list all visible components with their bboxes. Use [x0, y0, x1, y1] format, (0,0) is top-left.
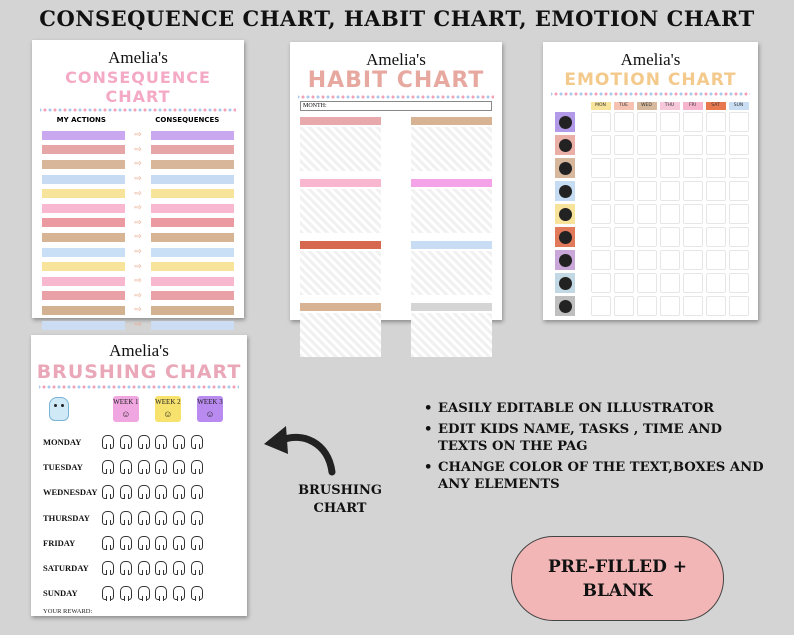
emotion-row: [555, 296, 750, 316]
column-headers: [32, 116, 244, 124]
emoji-face-icon: [555, 273, 575, 293]
tooth-checkboxes: [102, 511, 209, 525]
brushing-day-row: [43, 530, 239, 555]
emotion-cell: [614, 296, 634, 316]
habit-block: [300, 179, 381, 233]
week-badge: [155, 396, 181, 422]
emotion-cells: [589, 227, 750, 247]
emotion-cell: [683, 135, 703, 155]
consequence-row: [42, 245, 234, 260]
day-label: TUE: [614, 102, 634, 110]
emotion-cells: [589, 250, 750, 270]
emotion-cell: [614, 227, 634, 247]
consequence-bar: [151, 262, 234, 271]
consequence-row: [42, 318, 234, 333]
habit-tracking-box: [411, 127, 492, 171]
emoji-face-icon: [555, 112, 575, 132]
habit-header-bar: [300, 117, 381, 125]
habit-tracking-box: [411, 251, 492, 295]
emotion-cells: [589, 273, 750, 293]
tooth-icon: [102, 435, 114, 449]
dot-divider: [39, 385, 239, 389]
emotion-cell: [591, 158, 611, 178]
tooth-icon: [138, 586, 150, 600]
tooth-icon: [138, 485, 150, 499]
emoji-face-icon: [555, 158, 575, 178]
feature-list: [424, 400, 774, 497]
action-bar: [42, 160, 125, 169]
week-badge: [197, 396, 223, 422]
tooth-icon: [120, 511, 132, 525]
day-label: FRI: [683, 102, 703, 110]
emotion-row: [555, 204, 750, 224]
habit-tracking-box: [411, 313, 492, 357]
emotion-cells: [589, 112, 750, 132]
tooth-icon: [155, 460, 167, 474]
tooth-icon: [138, 561, 150, 575]
emoji-face-icon: [555, 227, 575, 247]
emotion-cell: [637, 204, 657, 224]
tooth-icon: [138, 536, 150, 550]
emotion-cell: [706, 204, 726, 224]
emotion-cell: [660, 273, 680, 293]
consequence-row: [42, 303, 234, 318]
tooth-icon: [173, 561, 185, 575]
habit-grid: [290, 113, 502, 361]
tooth-checkboxes: [102, 536, 209, 550]
tooth-icon: [120, 435, 132, 449]
emotion-cell: [683, 250, 703, 270]
brushing-day-row: [43, 454, 239, 479]
tooth-icon: [102, 485, 114, 499]
sparkle-icon: ☺: [121, 409, 131, 419]
consequence-row: [42, 128, 234, 143]
emotion-cell: [683, 204, 703, 224]
emotion-cell: [660, 158, 680, 178]
emotion-cell: [591, 181, 611, 201]
emotion-cell: [660, 204, 680, 224]
reward-label: YOUR REWARD:: [43, 608, 93, 616]
emotion-cell: [729, 273, 749, 293]
habit-chart-title: HABIT CHART: [307, 68, 485, 93]
week-badge: [113, 396, 139, 422]
consequence-row: [42, 216, 234, 231]
consequence-chart-title: CONSEQUENCE CHART: [65, 68, 211, 106]
emotion-cell: [614, 273, 634, 293]
child-name: Amelia's: [108, 48, 168, 67]
tooth-icon: [138, 511, 150, 525]
emotion-cell: [637, 273, 657, 293]
brushing-day-row: [43, 505, 239, 530]
habit-chart-sheet: [290, 42, 502, 320]
arrow-icon: ⇨: [134, 320, 142, 331]
day-label: MON: [591, 102, 611, 110]
habit-tracking-box: [300, 189, 381, 233]
consequence-row: [42, 259, 234, 274]
sparkle-icon: ☺: [205, 409, 215, 419]
action-bar: [42, 189, 125, 198]
emotion-cell: [729, 227, 749, 247]
tooth-icon: [173, 536, 185, 550]
emotion-cell: [660, 296, 680, 316]
tooth-icon: [102, 536, 114, 550]
habit-header-bar: [300, 179, 381, 187]
emotion-cell: [614, 181, 634, 201]
day-name: WEDNESDAY: [43, 487, 98, 498]
tooth-icon: [191, 511, 203, 525]
habit-header-bar: [411, 241, 492, 249]
arrow-icon: ⇨: [134, 188, 142, 199]
emotion-cell: [614, 250, 634, 270]
tooth-icon: [102, 511, 114, 525]
action-bar: [42, 277, 125, 286]
week-header: [43, 395, 239, 423]
emotion-cell: [706, 250, 726, 270]
habit-block: [300, 241, 381, 295]
emotion-cell: [614, 135, 634, 155]
action-bar: [42, 204, 125, 213]
brushing-rows: [31, 429, 247, 606]
curved-arrow-icon: [262, 420, 342, 475]
emoji-face-icon: [555, 204, 575, 224]
tooth-icon: [120, 586, 132, 600]
arrow-icon: ⇨: [134, 232, 142, 243]
emotion-cell: [706, 273, 726, 293]
emotion-row: [555, 181, 750, 201]
page-headline: CONSEQUENCE CHART, HABIT CHART, EMOTION CHART: [39, 6, 755, 31]
habit-block: [411, 179, 492, 233]
tooth-icon: [191, 485, 203, 499]
emotion-cell: [729, 250, 749, 270]
habit-header-bar: [300, 303, 381, 311]
emotion-row: [555, 273, 750, 293]
consequence-row: [42, 143, 234, 158]
feature-item: • EASILY EDITABLE ON ILLUSTRATOR: [424, 400, 774, 417]
emotion-cell: [683, 227, 703, 247]
emotion-cell: [706, 181, 726, 201]
prefilled-blank-badge: PRE-FILLED + BLANK: [511, 536, 724, 621]
feature-item: • CHANGE COLOR OF THE TEXT,BOXES AND ANY ELEMENTS: [424, 459, 774, 493]
brushing-day-row: [43, 555, 239, 580]
arrow-icon: ⇨: [134, 217, 142, 228]
action-bar: [42, 145, 125, 154]
tooth-icon: [120, 561, 132, 575]
consequence-row: [42, 186, 234, 201]
day-name: MONDAY: [43, 436, 82, 447]
child-name: Amelia's: [620, 50, 681, 69]
action-bar: [42, 306, 125, 315]
arrow-icon: ⇨: [134, 130, 142, 141]
month-field: MONTH:: [300, 101, 492, 111]
consequence-bar: [151, 306, 234, 315]
habit-block: [300, 303, 381, 357]
consequence-bar: [151, 277, 234, 286]
action-bar: [42, 248, 125, 257]
habit-block: [411, 117, 492, 171]
emotion-cell: [637, 296, 657, 316]
consequence-chart-sheet: [32, 40, 244, 331]
tooth-icon: [191, 561, 203, 575]
brushing-day-row: [43, 429, 239, 454]
consequence-bar: [151, 145, 234, 154]
tooth-icon: [155, 561, 167, 575]
tooth-checkboxes: [102, 561, 209, 575]
emotion-cell: [591, 296, 611, 316]
tooth-icon: [191, 586, 203, 600]
action-bar: [42, 233, 125, 242]
consequence-row: [42, 289, 234, 304]
emotion-cell: [706, 296, 726, 316]
action-bar: [42, 321, 125, 330]
emotion-cell: [729, 135, 749, 155]
emotion-cell: [637, 158, 657, 178]
consequence-bar: [151, 189, 234, 198]
day-label: SAT: [706, 102, 726, 110]
week-label: WEEK 2: [155, 398, 181, 406]
emotion-chart-sheet: [543, 42, 758, 320]
tooth-icon: [173, 511, 185, 525]
emotion-cells: [589, 204, 750, 224]
emotion-cell: [637, 135, 657, 155]
habit-tracking-box: [300, 313, 381, 357]
tooth-icon: [173, 485, 185, 499]
day-name: TUESDAY: [43, 461, 83, 472]
emotion-cell: [591, 112, 611, 132]
emotion-cell: [637, 250, 657, 270]
day-label: THU: [660, 102, 680, 110]
tooth-icon: [120, 460, 132, 474]
emotion-cell: [683, 273, 703, 293]
consequence-row: [42, 201, 234, 216]
action-bar: [42, 218, 125, 227]
dot-divider: [298, 95, 494, 99]
arrow-icon: ⇨: [134, 290, 142, 301]
arrow-icon: ⇨: [134, 261, 142, 272]
tooth-icon: [155, 586, 167, 600]
emoji-face-icon: [555, 135, 575, 155]
tooth-icon: [191, 435, 203, 449]
consequence-bar: [151, 248, 234, 257]
sparkle-icon: ☺: [163, 409, 173, 419]
action-bar: [42, 131, 125, 140]
consequence-bar: [151, 321, 234, 330]
tooth-checkboxes: [102, 586, 209, 600]
habit-header-bar: [300, 241, 381, 249]
consequences-header: CONSEQUENCES: [155, 116, 220, 124]
tooth-mascot-icon: [43, 395, 73, 423]
consequence-bar: [151, 175, 234, 184]
emotion-cell: [614, 112, 634, 132]
emotion-cell: [591, 273, 611, 293]
emotion-cell: [706, 135, 726, 155]
tooth-icon: [155, 435, 167, 449]
emotion-cell: [683, 181, 703, 201]
emotion-cells: [589, 296, 750, 316]
arrow-icon: ⇨: [134, 174, 142, 185]
tooth-icon: [155, 511, 167, 525]
emotion-cells: [589, 181, 750, 201]
consequence-rows: [32, 128, 244, 332]
emotion-cell: [591, 250, 611, 270]
day-label: WED: [637, 102, 657, 110]
emoji-face-icon: [555, 250, 575, 270]
emotion-row: [555, 227, 750, 247]
emotion-cell: [729, 112, 749, 132]
consequence-bar: [151, 291, 234, 300]
tooth-icon: [138, 460, 150, 474]
tooth-icon: [155, 485, 167, 499]
action-bar: [42, 175, 125, 184]
tooth-icon: [191, 460, 203, 474]
tooth-icon: [102, 586, 114, 600]
tooth-checkboxes: [102, 485, 209, 499]
emotion-chart-title: EMOTION CHART: [564, 70, 737, 90]
consequence-bar: [151, 160, 234, 169]
child-name: Amelia's: [366, 50, 426, 69]
arrow-icon: ⇨: [134, 247, 142, 258]
child-name: Amelia's: [109, 341, 169, 360]
consequence-bar: [151, 233, 234, 242]
brushing-chart-label: BRUSHING CHART: [298, 483, 382, 516]
emotion-cell: [591, 227, 611, 247]
my-actions-header: MY ACTIONS: [56, 116, 106, 124]
emotion-row: [555, 250, 750, 270]
habit-tracking-box: [300, 251, 381, 295]
tooth-icon: [102, 460, 114, 474]
habit-header-bar: [411, 117, 492, 125]
brushing-day-row: [43, 581, 239, 606]
emotion-cell: [729, 158, 749, 178]
emotion-rows: [543, 112, 758, 316]
action-bar: [42, 262, 125, 271]
brushing-chart-title: BRUSHING CHART: [36, 361, 242, 383]
emotion-cell: [706, 158, 726, 178]
tooth-icon: [102, 561, 114, 575]
tooth-checkboxes: [102, 460, 209, 474]
day-name: THURSDAY: [43, 512, 90, 523]
tooth-icon: [120, 485, 132, 499]
emotion-cell: [637, 227, 657, 247]
emotion-cell: [637, 181, 657, 201]
tooth-icon: [191, 536, 203, 550]
habit-header-bar: [411, 303, 492, 311]
dot-divider: [551, 92, 750, 96]
consequence-bar: [151, 218, 234, 227]
tooth-icon: [173, 460, 185, 474]
brushing-day-row: [43, 480, 239, 505]
feature-item: • EDIT KIDS NAME, TASKS , TIME AND TEXTS ON THE PAG: [424, 421, 774, 455]
week-label: WEEK 3: [197, 398, 223, 406]
emotion-row: [555, 112, 750, 132]
arrow-icon: ⇨: [134, 305, 142, 316]
tooth-icon: [173, 435, 185, 449]
arrow-icon: ⇨: [134, 144, 142, 155]
consequence-row: [42, 157, 234, 172]
tooth-icon: [120, 536, 132, 550]
day-name: FRIDAY: [43, 537, 76, 548]
emotion-cells: [589, 135, 750, 155]
habit-block: [411, 303, 492, 357]
emotion-cell: [683, 158, 703, 178]
emotion-cell: [706, 112, 726, 132]
tooth-checkboxes: [102, 435, 209, 449]
emoji-face-icon: [555, 296, 575, 316]
emotion-cell: [683, 296, 703, 316]
habit-header-bar: [411, 179, 492, 187]
emotion-cell: [729, 181, 749, 201]
day-name: SATURDAY: [43, 563, 89, 574]
habit-block: [300, 117, 381, 171]
emotion-cell: [614, 158, 634, 178]
emotion-cell: [660, 112, 680, 132]
day-name: SUNDAY: [43, 588, 78, 599]
day-label: SUN: [729, 102, 749, 110]
emotion-cell: [706, 227, 726, 247]
consequence-row: [42, 230, 234, 245]
arrow-icon: ⇨: [134, 276, 142, 287]
emotion-cell: [591, 135, 611, 155]
emotion-row: [555, 158, 750, 178]
tooth-icon: [173, 586, 185, 600]
emotion-cell: [660, 181, 680, 201]
emotion-cell: [729, 204, 749, 224]
habit-block: [411, 241, 492, 295]
emotion-cell: [660, 227, 680, 247]
tooth-icon: [155, 536, 167, 550]
emotion-cell: [683, 112, 703, 132]
tooth-icon: [138, 435, 150, 449]
habit-tracking-box: [411, 189, 492, 233]
arrow-icon: ⇨: [134, 203, 142, 214]
emotion-row: [555, 135, 750, 155]
action-bar: [42, 291, 125, 300]
brushing-chart-sheet: [31, 335, 247, 616]
emotion-cells: [589, 158, 750, 178]
consequence-row: [42, 172, 234, 187]
arrow-icon: ⇨: [134, 159, 142, 170]
emotion-cell: [660, 250, 680, 270]
weekday-header: [589, 102, 750, 110]
emotion-cell: [637, 112, 657, 132]
dot-divider: [40, 108, 236, 112]
consequence-row: [42, 274, 234, 289]
consequence-bar: [151, 131, 234, 140]
emotion-cell: [591, 204, 611, 224]
consequence-bar: [151, 204, 234, 213]
emotion-cell: [660, 135, 680, 155]
emotion-cell: [614, 204, 634, 224]
week-label: WEEK 1: [113, 398, 139, 406]
emoji-face-icon: [555, 181, 575, 201]
habit-tracking-box: [300, 127, 381, 171]
emotion-cell: [729, 296, 749, 316]
